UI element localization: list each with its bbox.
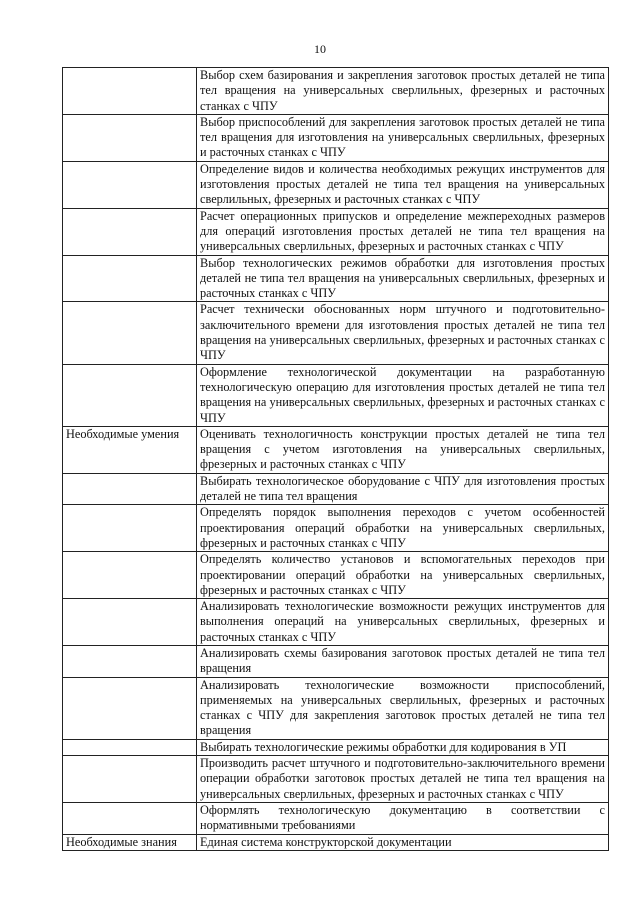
row-text: Единая система конструкторской документации — [197, 834, 609, 850]
table-row — [63, 645, 609, 677]
page-number: 10 — [314, 42, 326, 56]
row-label — [63, 68, 197, 115]
table-row — [63, 505, 609, 552]
table-row — [63, 552, 609, 599]
row-label — [63, 302, 197, 364]
row-text: Расчет операционных припусков и определение межпереходных размеров для операций изготовления простых деталей не типа тел вращения на универсальных сверлильных, фрезерных и расточных станках с ЧПУ — [197, 208, 609, 255]
row-label — [63, 255, 197, 302]
row-label — [63, 473, 197, 505]
row-label — [63, 505, 197, 552]
row-label — [63, 114, 197, 161]
table-row — [63, 255, 609, 302]
table-row — [63, 599, 609, 646]
section-label-knowledge: Необходимые знания — [63, 834, 197, 850]
row-text: Анализировать технологические возможности режущих инструментов для выполнения операций на универсальных сверлильных, фрезерных и расточных станках с ЧПУ — [197, 599, 609, 646]
row-label — [63, 161, 197, 208]
row-text: Выбор технологических режимов обработки для изготовления простых деталей не типа тел вращения на универсальных сверлильных, фрезерных и расточных станках с ЧПУ — [197, 255, 609, 302]
row-label — [63, 208, 197, 255]
row-label — [63, 756, 197, 803]
table-row — [63, 302, 609, 364]
row-text: Оформление технологической документации на разработанную технологическую операцию для изготовления простых деталей не типа тел вращения на универсальных сверлильных, фрезерных и расточных станках с ЧПУ — [197, 364, 609, 426]
row-text: Выбирать технологическое оборудование с ЧПУ для изготовления простых деталей не типа тел вращения — [197, 473, 609, 505]
table-row — [63, 473, 609, 505]
table-row — [63, 208, 609, 255]
table-row — [63, 114, 609, 161]
section-label-skills: Необходимые умения — [63, 426, 197, 473]
row-label — [63, 739, 197, 755]
row-text: Производить расчет штучного и подготовительно-заключительного времени операции обработки заготовок простых деталей не типа тел вращения на универсальных сверлильных, фрезерных и расточных станках с ЧПУ — [197, 756, 609, 803]
table-row — [63, 834, 609, 850]
table-row — [63, 739, 609, 755]
row-label — [63, 599, 197, 646]
row-label — [63, 802, 197, 834]
table-row — [63, 802, 609, 834]
row-label — [63, 552, 197, 599]
table-row — [63, 677, 609, 739]
row-text: Определять порядок выполнения переходов с учетом особенностей проектирования операций обработки на универсальных сверлильных, фрезерных и расточных станках с ЧПУ — [197, 505, 609, 552]
table-row — [63, 161, 609, 208]
table-row — [63, 68, 609, 115]
requirements-table — [62, 67, 609, 851]
row-text: Оформлять технологическую документацию в соответствии с нормативными требованиями — [197, 802, 609, 834]
table-row — [63, 426, 609, 473]
row-label — [63, 645, 197, 677]
row-text: Оценивать технологичность конструкции простых деталей не типа тел вращения с учетом изготовления на универсальных сверлильных, фрезерных и расточных станках с ЧПУ — [197, 426, 609, 473]
row-text: Выбор приспособлений для закрепления заготовок простых деталей не типа тел вращения для изготовления на универсальных сверлильных, фрезерных и расточных станках с ЧПУ — [197, 114, 609, 161]
row-text: Расчет технически обоснованных норм штучного и подготовительно-заключительного времени для изготовления простых деталей не типа тел вращения на универсальных сверлильных, фрезерных и расточных станках с ЧПУ — [197, 302, 609, 364]
table-row — [63, 756, 609, 803]
row-text: Определение видов и количества необходимых режущих инструментов для изготовления простых деталей не типа тел вращения на универсальных сверлильных, фрезерных и расточных станках с ЧПУ — [197, 161, 609, 208]
table-row — [63, 364, 609, 426]
row-label — [63, 677, 197, 739]
row-text: Определять количество установов и вспомогательных переходов при проектировании операций обработки на универсальных сверлильных, фрезерных и расточных станках с ЧПУ — [197, 552, 609, 599]
row-text: Выбор схем базирования и закрепления заготовок простых деталей не типа тел вращения на универсальных сверлильных, фрезерных и расточных станках с ЧПУ — [197, 68, 609, 115]
row-text: Выбирать технологические режимы обработки для кодирования в УП — [197, 739, 609, 755]
row-text: Анализировать технологические возможности приспособлений, применяемых на универсальных сверлильных, фрезерных и расточных станках с ЧПУ для закрепления заготовок простых деталей не типа тел вращения — [197, 677, 609, 739]
row-label — [63, 364, 197, 426]
row-text: Анализировать схемы базирования заготовок простых деталей не типа тел вращения — [197, 645, 609, 677]
requirements-table-body — [63, 68, 609, 851]
